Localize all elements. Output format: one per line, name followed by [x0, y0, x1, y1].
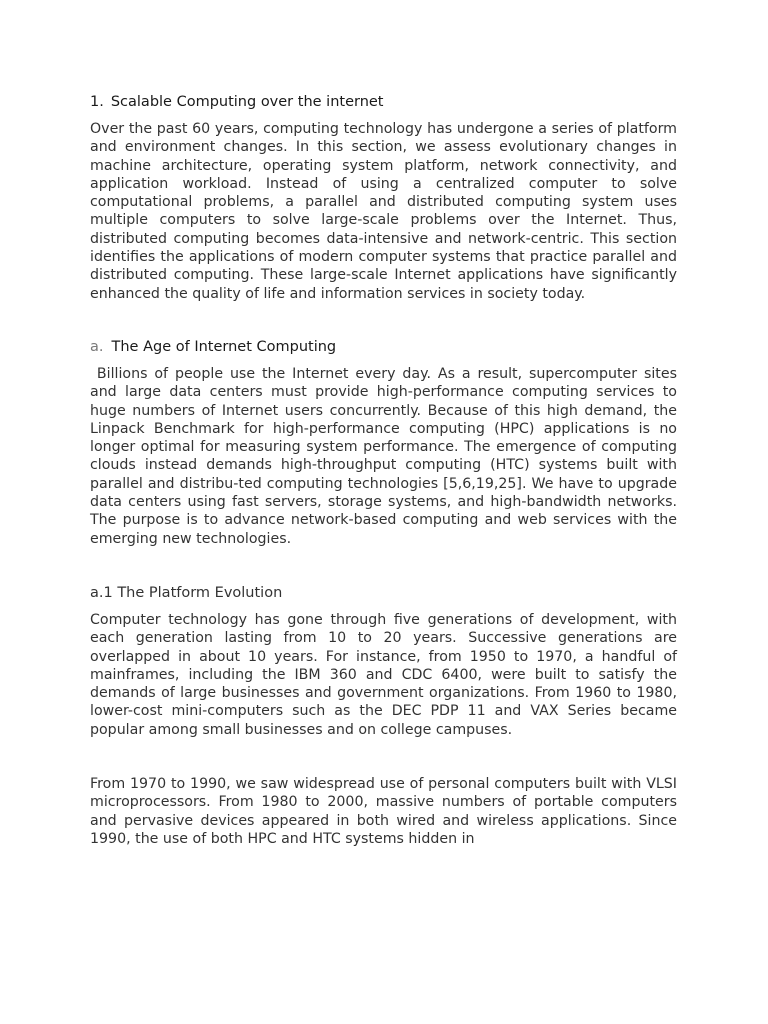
section-a-title: The Age of Internet Computing	[111, 338, 337, 355]
section-1-heading	[90, 93, 677, 111]
document-body	[90, 93, 677, 848]
section-1-title: Scalable Computing over the internet	[110, 94, 384, 110]
section-1-paragraph: Over the past 60 years, computing technology has undergone a series of platform and environment changes. In this section, we assess evolutionary changes in machine architecture, operating system platform, network connectivity, and application workload. Instead of using a centralized computer to solve computational problems, a parallel and distributed computing system uses multiple computers to solve large-scale problems over the Internet. Thus, distributed computing becomes data-intensive and network-centric. This section identifies the applications of modern computer systems that practice parallel and distributed computing. These large-scale Internet applications have significantly enhanced the quality of life and information services in society today.	[90, 121, 677, 302]
section-a-heading	[90, 338, 677, 356]
section-a1-paragraph-1: Computer technology has gone through five generations of development, with each generation lasting from 10 to 20 years. Successive generations are overlapped in about 10 years. For instance, from 1950 to 1970, a handful of mainframes, including the IBM 360 and CDC 6400, were built to satisfy the demands of large businesses and government organizations. From 1960 to 1980, lower-cost mini-computers such as the DEC PDP 11 and VAX Series became popular among small businesses and on college campuses.	[90, 611, 677, 738]
section-1-number: 1.	[90, 94, 104, 110]
section-a1-heading: a.1 The Platform Evolution	[90, 584, 283, 601]
section-a-marker: a.	[90, 338, 104, 355]
section-a1-paragraph-2: From 1970 to 1990, we saw widespread use of personal computers built with VLSI microprocessors. From 1980 to 2000, massive numbers of portable computers and pervasive devices appeared in both wired and wireless applications. Since 1990, the use of both HPC and HTC systems hidden in	[90, 776, 677, 847]
section-a-paragraph: Billions of people use the Internet every day. As a result, supercomputer sites and large data centers must provide high-performance computing services to huge numbers of Internet users concurrently. Because of this high demand, the Linpack Benchmark for high-performance computing (HPC) applications is no longer optimal for measuring system performance. The emergence of computing clouds instead demands high-throughput computing (HTC) systems built with parallel and distribu-ted computing technologies [5,6,19,25]. We have to upgrade data centers using fast servers, storage systems, and high-bandwidth networks. The purpose is to advance network-based computing and web services with the emerging new technologies.	[90, 365, 677, 547]
